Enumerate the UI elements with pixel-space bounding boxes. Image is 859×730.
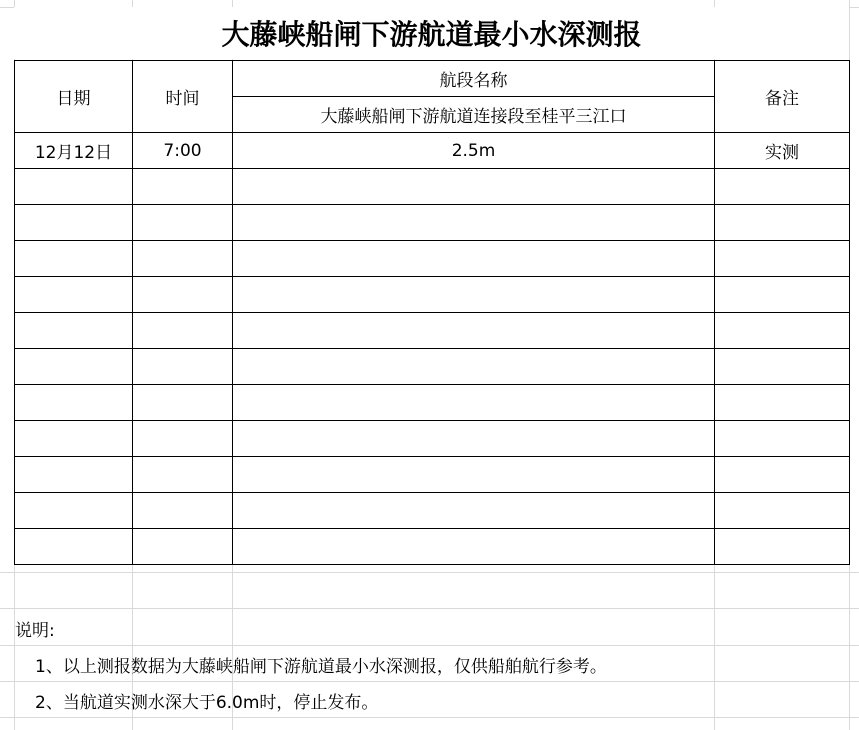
empty-cell (715, 277, 850, 313)
empty-cell (233, 349, 715, 385)
table-row (15, 529, 850, 565)
empty-cell (15, 421, 133, 457)
empty-cell (233, 421, 715, 457)
table-row (15, 385, 850, 421)
empty-cell (15, 529, 133, 565)
empty-cell (233, 493, 715, 529)
table-row (15, 421, 850, 457)
empty-cell (133, 349, 233, 385)
table-row (15, 493, 850, 529)
header-time: 时间 (133, 61, 233, 133)
table-row (15, 169, 850, 205)
empty-cell (233, 241, 715, 277)
empty-cell (233, 277, 715, 313)
empty-cell (715, 169, 850, 205)
empty-cell (15, 457, 133, 493)
empty-cell (715, 385, 850, 421)
empty-cell (233, 385, 715, 421)
header-remark: 备注 (715, 61, 850, 133)
empty-cell (715, 313, 850, 349)
empty-cell (715, 205, 850, 241)
header-segment-group: 航段名称 (233, 61, 715, 97)
empty-cell (15, 277, 133, 313)
cell-depth: 2.5m (233, 133, 715, 169)
empty-cell (15, 313, 133, 349)
empty-cell (133, 241, 233, 277)
empty-cell (715, 349, 850, 385)
empty-cell (133, 169, 233, 205)
table-row (15, 349, 850, 385)
empty-cell (715, 457, 850, 493)
empty-cell (133, 385, 233, 421)
empty-cell (715, 529, 850, 565)
table-row (15, 457, 850, 493)
empty-cell (715, 241, 850, 277)
empty-cell (133, 205, 233, 241)
empty-cell (15, 241, 133, 277)
empty-cell (133, 313, 233, 349)
empty-cell (233, 529, 715, 565)
table-row (15, 277, 850, 313)
empty-cell (233, 457, 715, 493)
note-item-2: 2、当航道实测水深大于6.0m时，停止发布。 (35, 693, 379, 713)
empty-cell (133, 457, 233, 493)
header-row-1 (15, 61, 850, 97)
empty-cell (233, 313, 715, 349)
depth-report-table (14, 60, 850, 565)
cell-remark: 实测 (715, 133, 850, 169)
table-row (15, 241, 850, 277)
header-date: 日期 (15, 61, 133, 133)
report-title: 大藤峡船闸下游航道最小水深测报 (14, 7, 849, 59)
empty-cell (15, 169, 133, 205)
empty-cell (715, 421, 850, 457)
empty-cell (15, 385, 133, 421)
notes-heading: 说明: (15, 621, 55, 641)
empty-cell (15, 349, 133, 385)
empty-cell (133, 277, 233, 313)
cell-date: 12月12日 (15, 133, 133, 169)
empty-cell (133, 529, 233, 565)
empty-cell (15, 493, 133, 529)
empty-cell (133, 493, 233, 529)
empty-cell (133, 421, 233, 457)
table-row (15, 313, 850, 349)
note-item-1: 1、以上测报数据为大藤峡船闸下游航道最小水深测报，仅供船舶航行参考。 (35, 657, 607, 677)
cell-time: 7:00 (133, 133, 233, 169)
table-row (15, 133, 850, 169)
empty-cell (715, 493, 850, 529)
empty-cell (15, 205, 133, 241)
header-segment: 大藤峡船闸下游航道连接段至桂平三江口 (233, 97, 715, 133)
empty-cell (233, 169, 715, 205)
table-row (15, 205, 850, 241)
empty-cell (233, 205, 715, 241)
